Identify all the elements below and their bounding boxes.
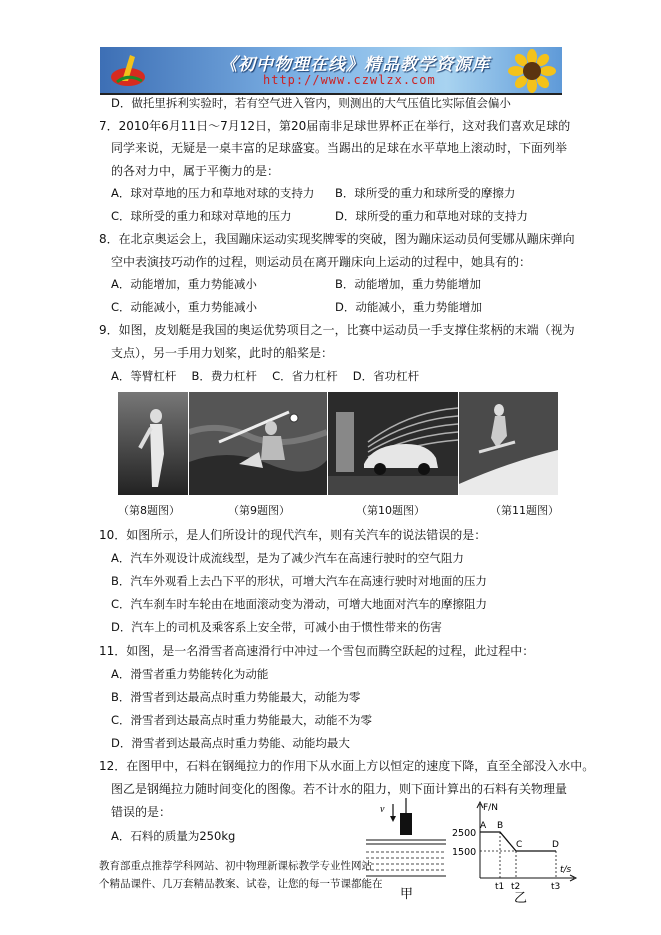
caption-fig10: （第10题图） <box>356 504 425 517</box>
caption-fig8: （第8题图） <box>118 504 180 517</box>
caption-fig9: （第9题图） <box>228 504 290 517</box>
q8-option-b: B．动能增加，重力势能增加 <box>335 277 481 291</box>
figures-strip <box>118 392 558 495</box>
footer-line-1: 教育部重点推荐学科网站、初中物理新课标教学专业性网站 <box>99 860 372 872</box>
q7-option-a: A．球对草地的压力和草地对球的支持力 <box>111 186 315 200</box>
q8-option-d: D．动能减小，重力势能增加 <box>335 300 482 314</box>
q9-options: A．等臂杠杆 B．费力杠杆 C．省力杠杆 D．省功杠杆 <box>111 369 420 383</box>
q8-option-c: C．动能减小，重力势能减小 <box>111 300 258 314</box>
q7-option-c: C．球所受的重力和球对草地的压力 <box>111 209 292 223</box>
car-photo <box>328 392 458 495</box>
q10-stem: 10．如图所示，是人们所设计的现代汽车，则有关汽车的说法错误的是： <box>99 528 487 542</box>
q7-option-b: B．球所受的重力和球所受的摩擦力 <box>335 186 516 200</box>
point-b: B <box>497 821 504 831</box>
q11-option-a: A．滑雪者重力势能转化为动能 <box>111 667 269 681</box>
caption-fig11: （第11题图） <box>490 504 559 517</box>
q7-stem-3: 的各对力中，属于平衡力的是： <box>111 164 280 178</box>
skier-photo <box>459 392 558 495</box>
y-tick-1500: 1500 <box>452 847 477 858</box>
diagram-yi-caption: 乙 <box>514 891 528 905</box>
q11-option-d: D．滑雪者到达最高点时重力势能、动能均最大 <box>111 736 350 750</box>
q12-stem-2: 图乙是钢绳拉力随时间变化的图像。若不计水的阻力，则下面计算出的石料有关物理量 <box>111 782 568 796</box>
point-a: A <box>480 821 487 831</box>
trampoline-photo <box>118 392 188 495</box>
q7-stem-1: 7．2010年6月11日～7月12日，第20届南非足球世界杯正在举行，这对我们喜欢足球的 <box>99 119 571 133</box>
q9-stem-1: 9．如图，皮划艇是我国的奥运优势项目之一，比赛中运动员一手支撑住浆柄的末端（视为 <box>99 323 575 337</box>
header-banner <box>100 47 562 95</box>
x-tick-t3: t3 <box>551 882 561 892</box>
q12-option-a: A．石料的质量为250kg <box>111 829 236 843</box>
x-tick-t1: t1 <box>495 882 505 892</box>
q11-stem: 11．如图，是一名滑雪者高速滑行中冲过一个雪包而腾空跃起的过程，此过程中： <box>99 644 535 658</box>
q8-stem-1: 8．在北京奥运会上，我国蹦床运动实现奖牌零的突破，图为蹦床运动员何雯娜从蹦床弹向 <box>99 232 575 246</box>
q10-option-d: D．汽车上的司机及乘客系上安全带，可减小由于惯性带来的伤害 <box>111 620 442 634</box>
q11-option-b: B．滑雪者到达最高点时重力势能最大，动能为零 <box>111 690 361 704</box>
q6-option-d: D．做托里拆利实验时，若有空气进入管内，则测出的大气压值比实际值会偏小 <box>111 96 511 110</box>
diagram-jia <box>360 798 450 903</box>
x-tick-t2: t2 <box>511 882 521 892</box>
q12-stem-1: 12．在图甲中，石料在钢绳拉力的作用下从水面上方以恒定的速度下降，直至全部没入水中。 <box>99 759 595 773</box>
q11-option-c: C．滑雪者到达最高点时重力势能最大，动能不为零 <box>111 713 373 727</box>
site-logo-icon <box>108 51 148 89</box>
q8-stem-2: 空中表演技巧动作的过程，则运动员在离开蹦床向上运动的过程中，她具有的： <box>111 255 532 269</box>
y-axis-unit: F/N <box>483 803 498 813</box>
footer-line-2: 个精品课件、几万套精品教案、试卷，让您的每一节课都能在 <box>99 878 383 890</box>
x-axis-unit: t/s <box>560 865 572 875</box>
sunflower-icon <box>508 49 556 93</box>
velocity-label: v <box>380 804 385 815</box>
q10-option-c: C．汽车刹车时车轮由在地面滚动变为滑动，可增大地面对汽车的摩擦阻力 <box>111 597 488 611</box>
banner-url[interactable]: http://www.czwlzx.com <box>263 73 436 87</box>
kayak-photo <box>189 392 327 495</box>
q8-option-a: A．动能增加，重力势能减小 <box>111 277 257 291</box>
q12-stem-3: 错误的是： <box>111 805 172 819</box>
diagram-jia-caption: 甲 <box>400 887 414 902</box>
y-tick-2500: 2500 <box>452 828 477 839</box>
q7-stem-2: 同学来说，无疑是一桌丰富的足球盛宴。当踢出的足球在水平草地上滚动时，下面列举 <box>111 141 568 155</box>
q10-option-b: B．汽车外观看上去凸下平的形状，可增大汽车在高速行驶时对地面的压力 <box>111 574 487 588</box>
q9-stem-2: 支点），另一手用力划桨，此时的船桨是： <box>111 346 334 360</box>
point-c: C <box>516 840 523 850</box>
banner-title: 《初中物理在线》精品教学资源库 <box>220 55 490 75</box>
stone-block <box>400 813 412 835</box>
q7-option-d: D．球所受的重力和草地对球的支持力 <box>335 209 528 223</box>
diagram-yi <box>450 800 578 905</box>
q10-option-a: A．汽车外观设计成流线型，是为了减少汽车在高速行驶时的空气阻力 <box>111 551 464 565</box>
point-d: D <box>552 840 559 850</box>
